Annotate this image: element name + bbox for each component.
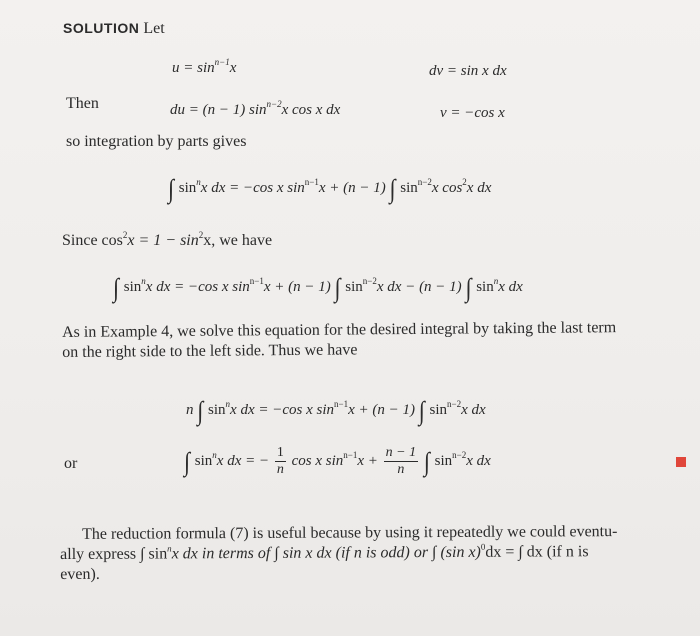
integral-sign: ∫ [113, 272, 120, 303]
or-word: or [64, 455, 78, 472]
solution-heading [63, 20, 165, 38]
fraction-n-minus-1-over-n: $\frac{n - 1}{n}$ [385, 445, 417, 477]
final-line-1: The reduction formula (7) is useful because by using it repeatedly we could eventu- [82, 523, 618, 543]
since-text: Since $\cos^2x = 1 - \sin^2x$, we have [62, 230, 273, 249]
reduction-paragraph [60, 522, 618, 585]
integral-sign: ∫ [389, 173, 396, 204]
integral-sign: ∫ [418, 395, 425, 426]
integral-sign: ∫ [184, 446, 191, 477]
def-u: $u = \sin^{n-1}x$ [172, 57, 237, 76]
integral-sign: ∫ [168, 173, 175, 204]
solution-label: SOLUTION [63, 20, 140, 36]
fraction-1-over-n: $\frac{1}{n}$ [276, 445, 284, 477]
def-v: v = −cos x [440, 105, 505, 121]
so-parts-text: so integration by parts gives [66, 133, 247, 150]
final-line-3: even). [60, 565, 100, 583]
final-line-2: ally express ∫ $\sin^nx$ dx in terms of ∫ sin x dx (if n is odd) or ∫ (sin x)$^0$dx = ∫ dx (if n is [60, 541, 589, 563]
example-line-2: on the right side to the left side. Thus we have [62, 341, 358, 361]
integral-sign: ∫ [334, 272, 341, 303]
integral-sign: ∫ [197, 395, 204, 426]
equation-3: n ∫ $\sin^nx$ dx = −cos x $\sin^{n-1}x + (n - 1)$ ∫ $\sin^{n-2}x$ dx [186, 395, 486, 426]
equation-4: ∫ $\sin^nx$ dx = − $\frac{1}{n}$ cos x $\sin^{n-1}x$ + $\frac{n - 1}{n}$ ∫ $\sin^{n-2}x$ dx [184, 445, 491, 477]
integral-sign: ∫ [423, 446, 430, 477]
example-line-1: As in Example 4, we solve this equation for the desired integral by taking the last term [62, 319, 617, 341]
example-paragraph [62, 318, 616, 363]
equation-1: ∫ $\sin^nx$ dx = −cos x $\sin^{n-1}x + (n - 1)$ ∫ $\sin^{n-2}x$ $\cos^2x$ dx [168, 173, 492, 204]
def-du: du = (n − 1) $\sin^{n-2}x$ cos x dx [170, 99, 341, 118]
let-word: Let [143, 20, 165, 37]
then-word: Then [66, 95, 99, 112]
def-dv: dv = sin x dx [429, 63, 507, 79]
end-of-proof-square-icon [676, 457, 686, 467]
equation-2: ∫ $\sin^nx$ dx = −cos x $\sin^{n-1}x + (n - 1)$ ∫ $\sin^{n-2}x$ dx − (n − 1) ∫ $\sin^nx$ dx [113, 272, 523, 303]
integral-sign: ∫ [465, 272, 472, 303]
